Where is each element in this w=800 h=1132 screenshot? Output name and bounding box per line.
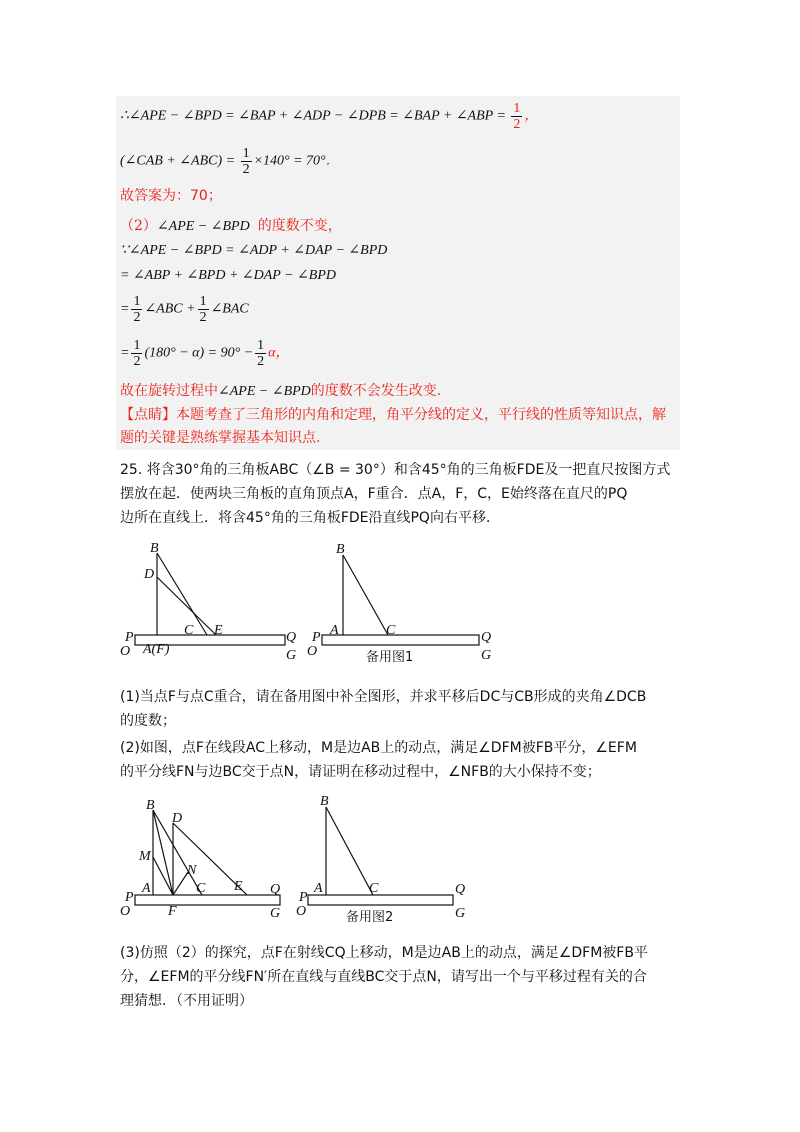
- spare1-label-b: B: [336, 542, 345, 557]
- step3-a: ∠ABC +: [144, 301, 196, 317]
- q3-line-3: 理猜想．（不用证明）: [120, 993, 253, 1009]
- label-e: E: [234, 879, 243, 894]
- label-g: G: [270, 906, 281, 921]
- intro-line-3: 边所在直线上．将含45°角的三角板FDE沿直线PQ向右平移．: [120, 510, 500, 526]
- step-1: ∵∠APE − ∠BPD = ∠ADP + ∠DAP − ∠BPD: [120, 243, 388, 258]
- label-o: O: [120, 904, 131, 919]
- ruler-2: [135, 895, 280, 905]
- segment-fm: [153, 857, 173, 895]
- spare1-edge-bc: [343, 555, 388, 635]
- label-d: D: [172, 811, 183, 826]
- half-fraction: [131, 294, 142, 325]
- figure-1-svg: [110, 535, 510, 665]
- frac-den: 2: [513, 117, 521, 132]
- spare1-label-q: Q: [481, 630, 492, 645]
- question-3: [120, 943, 680, 1011]
- line1-end: ，: [524, 108, 539, 124]
- line2-fraction: [241, 146, 252, 177]
- frac-num: 1: [133, 338, 141, 353]
- half-fraction: [131, 338, 142, 369]
- answer-line: 故答案为：70；: [120, 188, 222, 204]
- line1-fraction: [511, 101, 522, 132]
- q2-line-1: (2)如图，点F在线段AC上移动，M是边AB上的动点，满足∠DFM被FB平分，∠EFM: [120, 740, 637, 756]
- step-3: [120, 294, 249, 325]
- spare2-label-p: P: [299, 890, 308, 905]
- solution-line-2: [120, 146, 340, 177]
- step-4: [120, 338, 290, 369]
- frac-num: 1: [513, 101, 521, 116]
- frac-den: 2: [199, 310, 207, 325]
- label-n: N: [187, 863, 197, 878]
- label-b: B: [146, 798, 155, 813]
- conclusion-post: 的度数不会发生改变.: [310, 383, 442, 399]
- solution-line-1: [120, 101, 538, 132]
- spare1-label-p: P: [312, 630, 321, 645]
- label-p: P: [125, 630, 134, 645]
- spare2-label-q: Q: [455, 882, 466, 897]
- ruler-spare-2: [308, 895, 453, 905]
- comment-text-1: 本题考查了三角形的内角和定理，角平分线的定义，平行线的性质等知识点，解: [176, 407, 666, 423]
- frac-den: 2: [257, 354, 265, 369]
- spare1-label-o: O: [307, 644, 318, 659]
- problem-number: 25.: [120, 462, 143, 478]
- line2-post: ×140° = 70°: [253, 153, 326, 169]
- line2-end: ．: [325, 153, 340, 169]
- step3-eq: =: [120, 301, 130, 317]
- spare2-caption: 备用图2: [346, 910, 394, 925]
- half-fraction: [255, 338, 266, 369]
- spare1-caption: 备用图1: [366, 650, 414, 665]
- q1-line-1: (1)当点F与点C重合，请在备用图中补全图形，并求平移后DC与CB形成的夹角∠DCB: [120, 689, 647, 705]
- part2-expr: ∠APE − ∠BPD: [156, 219, 250, 234]
- spare2-edge-bc: [326, 807, 373, 895]
- label-c: C: [184, 623, 194, 638]
- comment-line-1: [120, 405, 666, 425]
- frac-den: 2: [242, 162, 250, 177]
- segment-fb: [153, 810, 173, 895]
- intro-line-1: [120, 460, 680, 480]
- spare2-label-a: A: [314, 881, 323, 896]
- frac-num: 1: [257, 338, 265, 353]
- spare1-label-g: G: [481, 648, 492, 663]
- line1-text: ∴∠APE − ∠BPD = ∠BAP + ∠ADP − ∠DPB = ∠BAP + ∠ABP =: [120, 108, 510, 124]
- spare2-label-c: C: [369, 881, 379, 896]
- comment-line-2: 题的关键是熟练掌握基本知识点.: [120, 430, 321, 446]
- step4-end: α，: [268, 345, 290, 361]
- spare2-label-b: B: [320, 795, 329, 809]
- intro-text-1: 将含30°角的三角板ABC（∠B = 30°）和含45°角的三角板FDE及一把直尺按图方式: [146, 462, 671, 478]
- part2-suffix: 的度数不变，: [257, 218, 342, 234]
- intro-line-2: 摆放在起．使两块三角板的直角顶点A，F重合．点A，F，C，E始终落在直尺的PQ: [120, 486, 628, 502]
- frac-num: 1: [199, 294, 207, 309]
- label-f: F: [168, 904, 177, 919]
- spare1-label-a: A: [330, 623, 339, 638]
- question-1: [120, 687, 680, 731]
- half-fraction: [198, 294, 209, 325]
- comment-tag: 【点睛】: [120, 407, 176, 423]
- segment-fn: [173, 872, 188, 895]
- label-a: A: [142, 881, 151, 896]
- question-2: [120, 738, 680, 782]
- spare1-label-c: C: [386, 623, 396, 638]
- label-c: C: [196, 881, 206, 896]
- part2-line: [120, 216, 342, 237]
- step3-b: ∠BAC: [210, 301, 249, 317]
- spare2-label-o: O: [296, 904, 307, 919]
- frac-den: 2: [133, 310, 141, 325]
- conclusion-pre: 故在旋转过程中: [120, 383, 218, 399]
- q2-line-2: 的平分线FN与边BC交于点N，请证明在移动过程中，∠NFB的大小保持不变；: [120, 764, 601, 780]
- conclusion-expr: ∠APE − ∠BPD: [218, 384, 311, 399]
- step4-eq: =: [120, 345, 130, 361]
- label-m: M: [139, 849, 151, 864]
- frac-num: 1: [133, 294, 141, 309]
- step-2: = ∠ABP + ∠BPD + ∠DAP − ∠BPD: [120, 268, 337, 283]
- label-q: Q: [270, 882, 281, 897]
- label-d: D: [144, 567, 155, 582]
- problem-intro: [120, 460, 680, 528]
- label-o: O: [120, 644, 131, 659]
- frac-num: 1: [242, 146, 250, 161]
- conclusion-line: [120, 381, 441, 402]
- ruler-spare-1: [322, 635, 479, 645]
- label-q: Q: [286, 630, 297, 645]
- label-e: E: [214, 623, 223, 638]
- label-b: B: [150, 541, 159, 556]
- q3-line-1: (3)仿照（2）的探究，点F在射线CQ上移动，M是边AB上的动点，满足∠DFM被FB平: [120, 945, 648, 961]
- step4-mid: (180° − α) = 90° −: [144, 345, 254, 361]
- part2-prefix: （2）: [120, 218, 157, 234]
- label-af: A(F): [143, 642, 170, 657]
- figure-2-svg: [110, 795, 490, 925]
- label-g: G: [286, 648, 297, 663]
- edge-bc: [157, 553, 207, 635]
- spare2-label-g: G: [455, 906, 466, 921]
- frac-den: 2: [133, 354, 141, 369]
- q3-line-2: 分，∠EFM的平分线FN′所在直线与直线BC交于点N，请写出一个与平移过程有关的合: [120, 969, 647, 985]
- q1-line-2: 的度数；: [120, 713, 176, 729]
- label-p: P: [125, 890, 134, 905]
- line2-pre: (∠CAB + ∠ABC) =: [120, 153, 239, 169]
